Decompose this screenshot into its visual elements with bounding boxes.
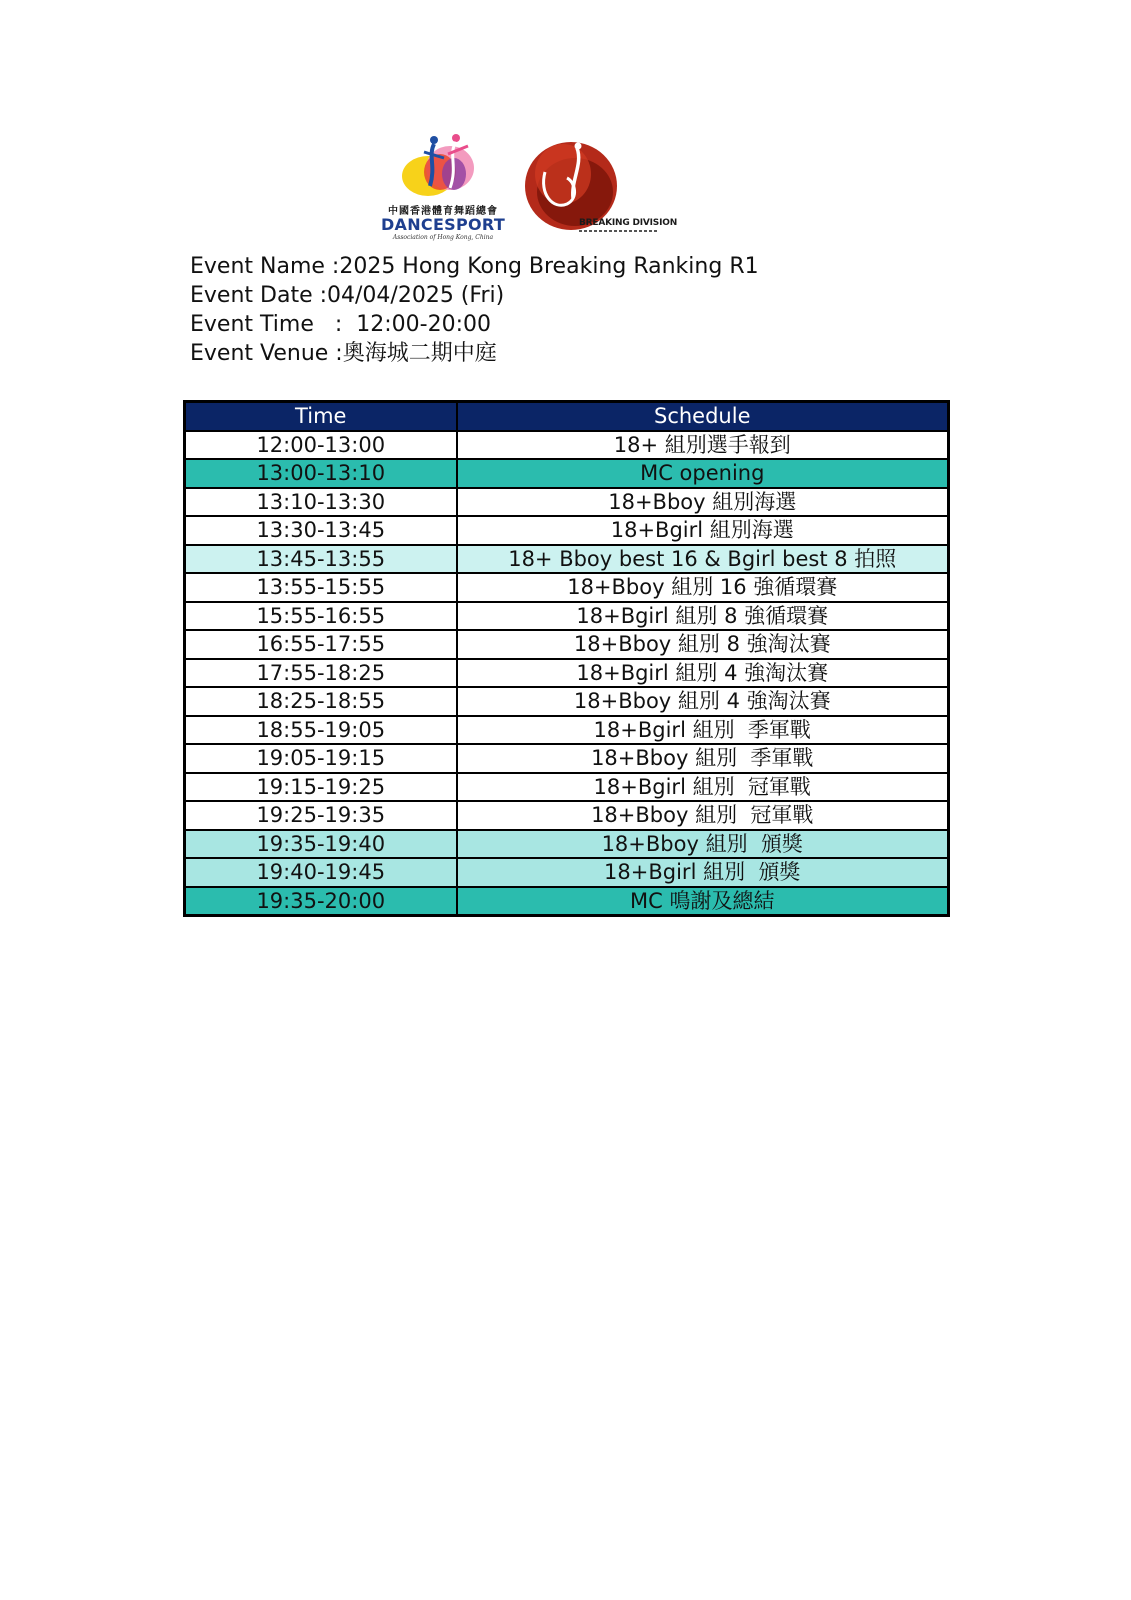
event-name-label: Event Name :: [190, 254, 340, 279]
dancesport-wordmark: DANCESPORT: [380, 215, 506, 234]
table-row: [185, 545, 949, 574]
table-row: [185, 573, 949, 602]
time-cell: 13:00-13:10: [185, 459, 457, 488]
schedule-cell: 18+Bboy 組別 16 強循環賽: [457, 573, 949, 602]
time-cell: 13:30-13:45: [185, 516, 457, 545]
schedule-cell: 18+Bgirl 組別 8 強循環賽: [457, 602, 949, 631]
schedule-cell: 18+Bgirl 組別 季軍戰: [457, 716, 949, 745]
time-cell: 15:55-16:55: [185, 602, 457, 631]
time-cell: 13:10-13:30: [185, 488, 457, 517]
dancesport-subtitle: Association of Hong Kong, China: [392, 234, 494, 241]
breaking-division-logo: [523, 134, 678, 244]
schedule-cell: 18+Bboy 組別 4 強淘汰賽: [457, 687, 949, 716]
time-cell: 18:25-18:55: [185, 687, 457, 716]
table-row: [185, 516, 949, 545]
time-cell: 19:25-19:35: [185, 801, 457, 830]
breaking-wordmark: BREAKING DIVISION: [579, 218, 678, 228]
schedule-cell: 18+Bboy 組別 8 強淘汰賽: [457, 630, 949, 659]
time-cell: 19:15-19:25: [185, 773, 457, 802]
event-venue-line: [190, 339, 759, 368]
table-row: [185, 887, 949, 916]
time-cell: 12:00-13:00: [185, 431, 457, 460]
event-venue-label: Event Venue :: [190, 341, 343, 366]
time-cell: 18:55-19:05: [185, 716, 457, 745]
dancesport-logo: [380, 132, 506, 244]
schedule-cell: MC 鳴謝及總結: [457, 887, 949, 916]
dancesport-chinese-name: 中國香港體育舞蹈總會: [388, 206, 498, 217]
schedule-body: [185, 431, 949, 916]
table-row: [185, 630, 949, 659]
table-row: [185, 659, 949, 688]
schedule-cell: 18+Bboy 組別 季軍戰: [457, 744, 949, 773]
schedule-cell: 18+Bgirl 組別 4 強淘汰賽: [457, 659, 949, 688]
table-header-row: [185, 402, 949, 431]
table-row: [185, 602, 949, 631]
schedule-cell: MC opening: [457, 459, 949, 488]
schedule-cell: 18+Bgirl 組別海選: [457, 516, 949, 545]
schedule-cell: 18+Bboy 組別海選: [457, 488, 949, 517]
time-cell: 17:55-18:25: [185, 659, 457, 688]
event-name-value: 2025 Hong Kong Breaking Ranking R1: [339, 254, 759, 279]
time-cell: 13:55-15:55: [185, 573, 457, 602]
breaking-subtitle-line: [579, 230, 659, 232]
event-time-line: [190, 310, 759, 339]
schedule-cell: 18+Bgirl 組別 冠軍戰: [457, 773, 949, 802]
event-time-value: 12:00-20:00: [356, 312, 491, 337]
time-column-header: Time: [185, 402, 457, 431]
table-row: [185, 459, 949, 488]
table-row: [185, 744, 949, 773]
time-cell: 19:05-19:15: [185, 744, 457, 773]
event-venue-value: 奧海城二期中庭: [342, 341, 497, 366]
time-cell: 19:35-19:40: [185, 830, 457, 859]
event-date-value: 04/04/2025 (Fri): [327, 283, 505, 308]
table-row: [185, 801, 949, 830]
time-cell: 16:55-17:55: [185, 630, 457, 659]
event-time-label: Event Time :: [190, 312, 357, 337]
time-cell: 19:40-19:45: [185, 858, 457, 887]
event-date-label: Event Date :: [190, 283, 328, 308]
table-row: [185, 773, 949, 802]
table-row: [185, 488, 949, 517]
dancesport-emblem-icon: [398, 132, 488, 202]
schedule-table: [183, 400, 950, 917]
table-row: [185, 716, 949, 745]
schedule-cell: 18+ 組別選手報到: [457, 431, 949, 460]
table-row: [185, 431, 949, 460]
table-row: [185, 687, 949, 716]
time-cell: 19:35-20:00: [185, 887, 457, 916]
event-date-line: [190, 281, 759, 310]
schedule-cell: 18+Bboy 組別 頒獎: [457, 830, 949, 859]
schedule-column-header: Schedule: [457, 402, 949, 431]
event-info: [190, 252, 759, 368]
table-row: [185, 858, 949, 887]
schedule-cell: 18+Bgirl 組別 頒獎: [457, 858, 949, 887]
schedule-cell: 18+Bboy 組別 冠軍戰: [457, 801, 949, 830]
time-cell: 13:45-13:55: [185, 545, 457, 574]
event-name-line: [190, 252, 759, 281]
logos: [380, 132, 680, 247]
table-row: [185, 830, 949, 859]
schedule-cell: 18+ Bboy best 16 & Bgirl best 8 拍照: [457, 545, 949, 574]
